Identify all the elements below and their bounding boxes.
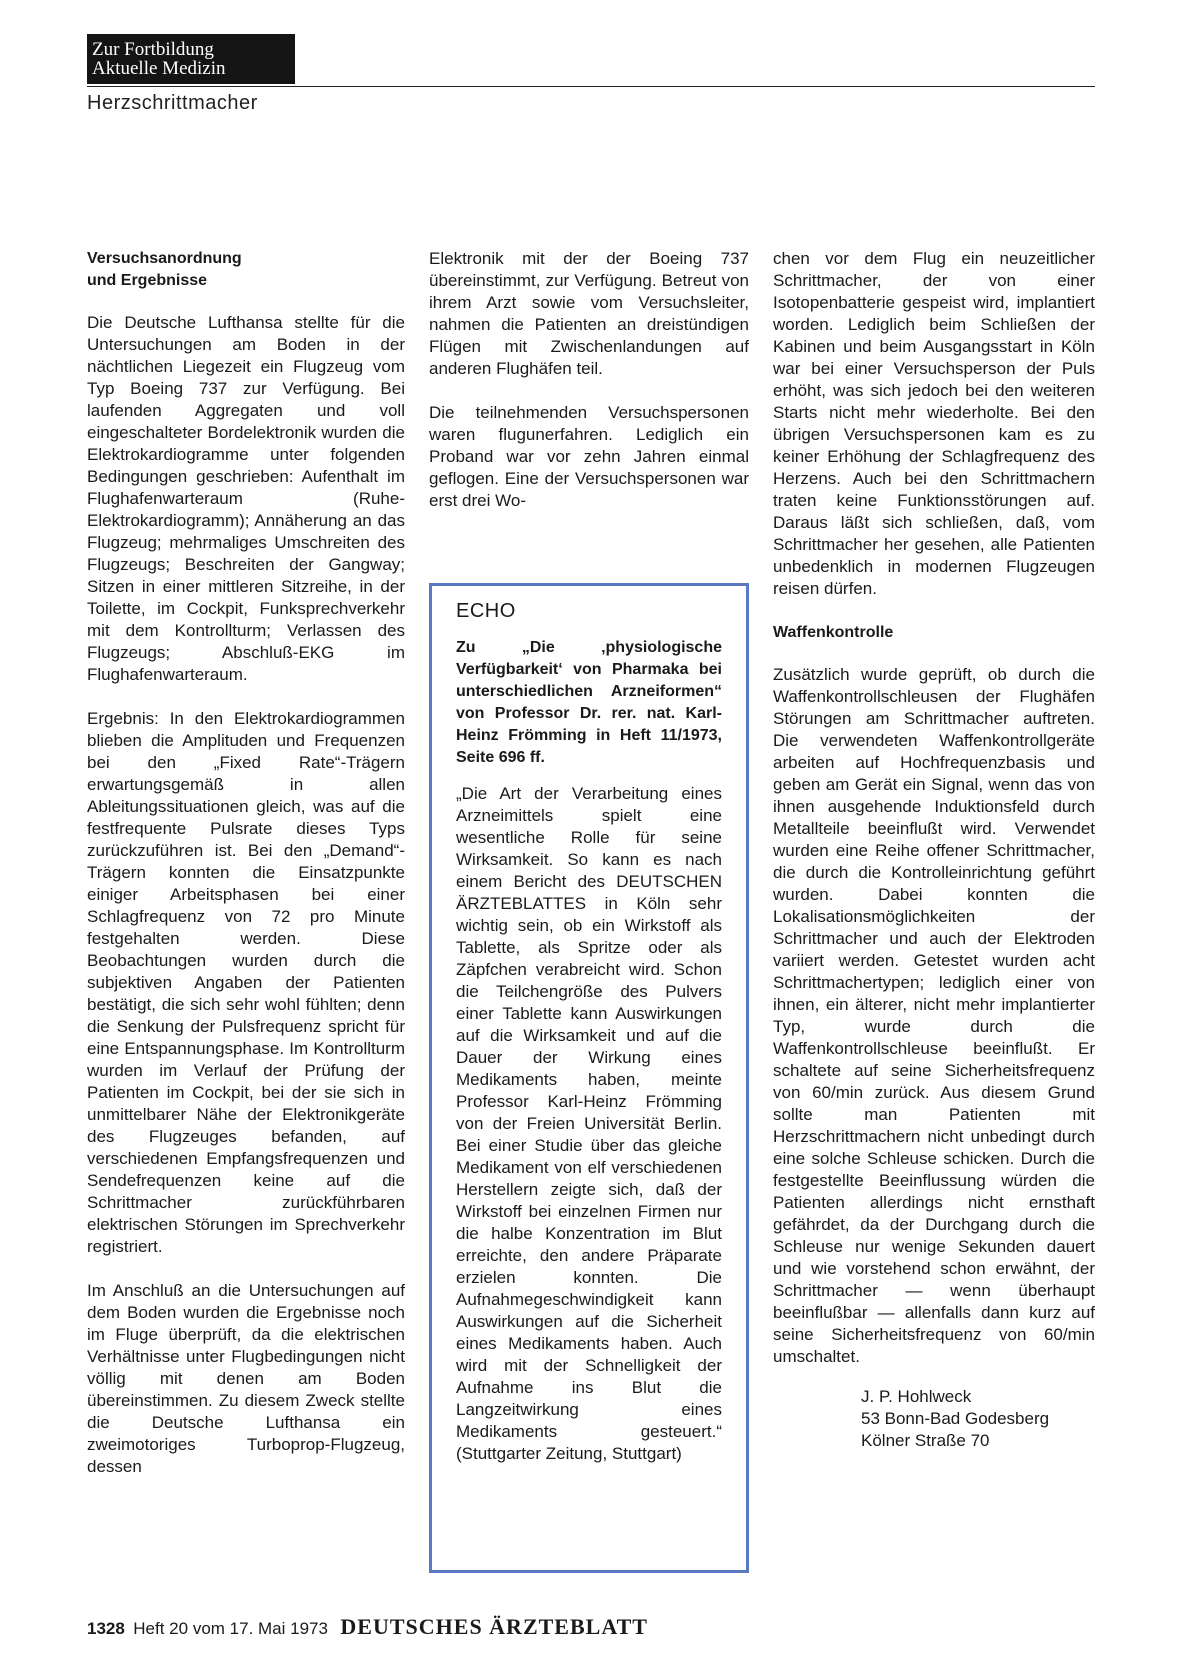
paragraph: Die teilnehmenden Versuchspersonen waren flugunerfahren. Lediglich ein Proband war vor zehn Jahren einmal geflogen. Eine der Versuchspersonen war erst drei Wo- bbox=[429, 403, 749, 510]
column-3 bbox=[773, 248, 1095, 1452]
heading-line-1: Versuchsanordnung bbox=[87, 250, 242, 267]
echo-title: ECHO bbox=[456, 600, 516, 622]
paragraph: Im Anschluß an die Untersuchungen auf dem Boden wurden die Ergebnisse noch im Fluge überprüft, da die elektrischen Verhältnisse unter Flugbedingungen nicht völlig mit denen am Boden übereinstimmen. Zu diesem Zweck stellte die Deutsche Lufthansa ein zweimotoriges Turboprop-Flugzeug, dessen bbox=[87, 1281, 405, 1476]
page-number: 1328 bbox=[87, 1619, 125, 1638]
rubric-box bbox=[87, 34, 295, 84]
heading-line-2: und Ergebnisse bbox=[87, 272, 208, 289]
author-street: Kölner Straße 70 bbox=[861, 1431, 990, 1450]
header-rule bbox=[87, 86, 1095, 87]
rubric-line-1: Zur Fortbildung bbox=[92, 39, 214, 60]
journal-name: DEUTSCHES ÄRZTEBLATT bbox=[340, 1614, 648, 1639]
paragraph: Die Deutsche Lufthansa stellte für die Untersuchungen am Boden in der nächtlichen Liegezeit ein Flugzeug vom Typ Boeing 737 zur Verfügung. Bei laufenden Aggregaten und voll eingeschalteter Bordelektronik wurden die Elektrokardiogramme unter folgenden Bedingungen geschrieben: Aufenthalt im Flughafenwarteraum (Ruhe-Elektrokardiogramm); Annäherung an das Flugzeug; mehrmaliges Umschreiten des Flugzeugs; Beschreiten der Gangway; Sitzen in einer mittleren Sitzreihe, in der Toilette, im Cockpit, Funksprechverkehr mit dem Kontrollturm; Verlassen des Flugzeugs; Abschluß-EKG im Flughafenwarteraum. bbox=[87, 313, 405, 684]
author-signature bbox=[861, 1386, 1095, 1452]
author-city: 53 Bonn-Bad Godesberg bbox=[861, 1409, 1050, 1428]
section-title: Herzschrittmacher bbox=[87, 92, 258, 114]
rubric-line-2: Aktuelle Medizin bbox=[92, 58, 226, 79]
heading-versuchsanordnung bbox=[87, 248, 405, 292]
echo-headline: Zu „Die ‚physiologische Verfügbarkeit‘ von Pharmaka bei unterschiedlichen Arzneiformen“ von Professor Dr. rer. nat. Karl-Heinz Frömming in Heft 11/1973, Seite 696 ff. bbox=[456, 639, 722, 766]
paragraph: Ergebnis: In den Elektrokardiogrammen blieben die Amplituden und Frequenzen bei den „Fixed Rate“-Trägern erwartungsgemäß in allen Ableitungssituationen gleich, was auf die festfrequente Pulsrate dieses Typs zurückzuführen ist. Bei den „Demand“-Trägern konnten die Einsatzpunkte einiger Arbeitsphasen bei einer Schlagfrequenz von 72 pro Minute festgehalten werden. Diese Beobachtungen wurden durch die subjektiven Angaben der Patienten bestätigt, die sich sehr wohl fühlten; denn die Senkung der Pulsfrequenz spricht für eine Entspannungsphase. Im Kontrollturm wurden im Verlauf der Prüfung der Patienten im Cockpit, bei der sie sich in unmittelbarer Nähe der Elektronikgeräte des Flugzeuges befanden, auf verschiedenen Empfangsfrequenzen und Sendefrequenzen keine auf die Schrittmacher zurückführbaren elektrischen Störungen im Sprechverkehr registriert. bbox=[87, 709, 405, 1256]
paragraph: Zusätzlich wurde geprüft, ob durch die Waffenkontrollschleusen der Flughäfen Störungen am Schrittmacher auftreten. Die verwendeten Waffenkontrollgeräte arbeiten auf Hochfrequenzbasis und geben am Gerät ein Signal, wenn das von ihnen ausgehende Induktionsfeld durch Metallteile beeinflußt wird. Verwendet wurden eine Reihe offener Schrittmacher, die durch die Kontrolleinrichtung geführt wurden. Dabei konnten die Lokalisationsmöglichkeiten der Schrittmacher und auch der Elektroden variiert werden. Getestet wurden acht Schrittmachertypen; lediglich einer von ihnen, ein älterer, nicht mehr implantierter Typ, wurde durch die Waffenkontrollschleuse beeinflußt. Er schaltete auf seine Sicherheitsfrequenz von 60/min zurück. Aus diesem Grund sollte man Patienten mit Herzschrittmachern nicht unbedingt durch eine solche Schleuse schicken. Durch die festgestellte Beeinflussung würden die Patienten allerdings nicht ernsthaft gefährdet, da der Durchgang durch die Schleuse nur wenige Sekunden dauert und wie vorstehend schon erwähnt, der Schrittmacher — wenn überhaupt beeinflußbar — allenfalls dann kurz auf seine Sicherheitsfrequenz von 60/min umschaltet. bbox=[773, 665, 1095, 1366]
heading-waffenkontrolle: Waffenkontrolle bbox=[773, 624, 894, 641]
echo-box bbox=[429, 583, 749, 1573]
page-footer bbox=[87, 1614, 648, 1640]
paragraph: chen vor dem Flug ein neuzeitlicher Schrittmacher, der von einer Isotopenbatterie gespeist wird, implantiert worden. Lediglich beim Schließen der Kabinen und beim Ausgangsstart in Köln war bei einer Versuchsperson der Puls erhöht, was sich jedoch bei den weiteren Starts nicht mehr wiederholte. Bei den übrigen Versuchspersonen kam es zu keiner Erhöhung der Schlagfrequenz des Herzens. Auch bei den Schrittmachern traten keine Funktionsstörungen auf. Daraus läßt sich schließen, daß, vom Schrittmacher her gesehen, alle Patienten unbedenklich in modernen Flugzeugen reisen dürfen. bbox=[773, 249, 1095, 598]
column-2 bbox=[429, 248, 749, 512]
author-name: J. P. Hohlweck bbox=[861, 1387, 972, 1406]
echo-body: „Die Art der Verarbeitung eines Arzneimittels spielt eine wesentliche Rolle für seine Wirksamkeit. So kann es nach einem Bericht des DEUTSCHEN ÄRZTEBLATTES in Köln sehr wichtig sein, ob ein Wirkstoff als Tablette, als Spritze oder als Zäpfchen verabreicht wird. Schon die Teilchengröße des Pulvers einer Tablette kann Auswirkungen auf die Wirksamkeit und auf die Dauer der Wirkung eines Medikaments haben, meinte Professor Karl-Heinz Frömming von der Freien Universität Berlin. Bei einer Studie über das gleiche Medikament von elf verschiedenen Herstellern zeigte sich, daß der Wirkstoff bei einzelnen Firmen nur die halbe Konzentration im Blut erreichte, den andere Präparate erzielen konnten. Die Aufnahmegeschwindigkeit kann Auswirkungen auf die Sicherheit eines Medikaments haben. Auch wird mit der Schnelligkeit der Aufnahme ins Blut die Langzeitwirkung eines Medikaments gesteuert.“ (Stuttgarter Zeitung, Stuttgart) bbox=[456, 784, 722, 1463]
column-1 bbox=[87, 248, 405, 1478]
issue-info: Heft 20 vom 17. Mai 1973 bbox=[133, 1619, 328, 1638]
paragraph: Elektronik mit der der Boeing 737 übereinstimmt, zur Verfügung. Betreut von ihrem Arzt sowie vom Versuchsleiter, nahmen die Patienten an dreistündigen Flügen mit Zwischenlandungen auf anderen Flughäfen teil. bbox=[429, 249, 749, 378]
